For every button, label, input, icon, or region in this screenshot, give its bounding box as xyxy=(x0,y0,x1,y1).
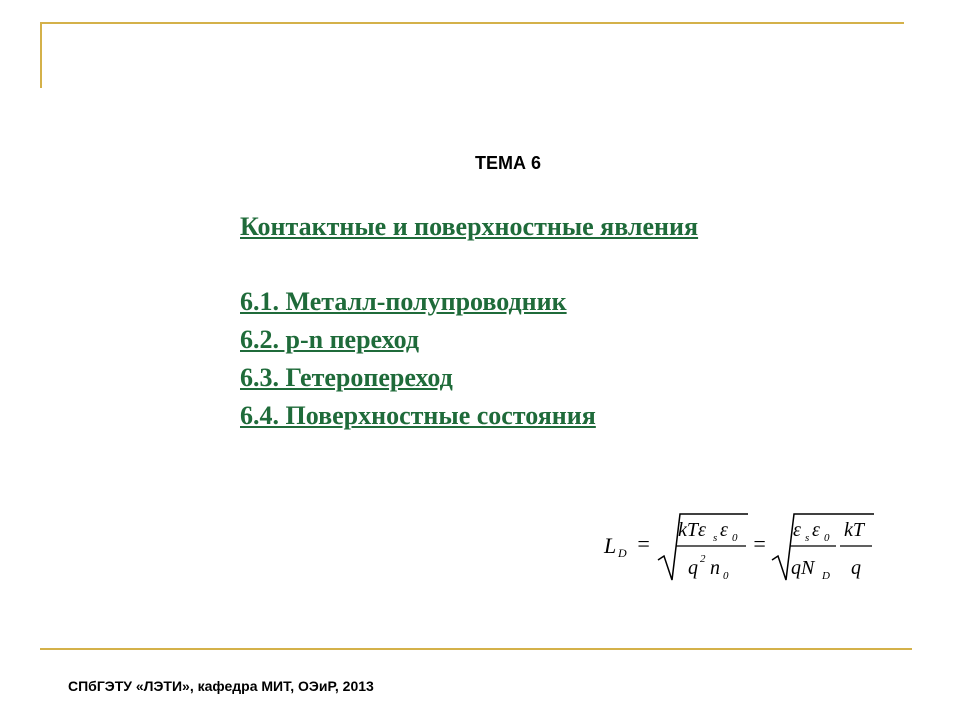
debye-length-formula xyxy=(600,506,880,596)
formula-lhs-sub: D xyxy=(618,546,627,560)
frac1-den-sup: 2 xyxy=(700,553,706,565)
section-link-6-4[interactable]: 6.4. Поверхностные состояния xyxy=(240,401,596,430)
frame-top-line xyxy=(40,22,904,24)
frac1-den-q: q xyxy=(688,557,698,579)
frac1-den-sub-0: 0 xyxy=(723,570,729,582)
section-link-6-2[interactable]: 6.2. p-n переход xyxy=(240,325,419,354)
frac1-num-eps0: ε xyxy=(720,519,728,541)
frac2-num-eps0: ε xyxy=(812,519,820,541)
frac1-den-n: n xyxy=(710,557,720,579)
frame-left-line xyxy=(40,22,42,88)
frame-bottom-line xyxy=(40,648,912,650)
frac1-num: kTε xyxy=(678,519,706,541)
formula-eq-2: = xyxy=(752,531,767,556)
frac2-den-sub: D xyxy=(822,570,830,582)
section-link-6-1[interactable]: 6.1. Металл-полупроводник xyxy=(240,287,567,316)
frac1-num-sub-0: 0 xyxy=(732,532,738,544)
table-of-contents xyxy=(240,212,698,435)
frac2-num-eps: ε xyxy=(793,519,801,541)
section-link-6-3[interactable]: 6.3. Гетеропереход xyxy=(240,363,453,392)
frac3-den: q xyxy=(851,557,861,579)
title-link[interactable]: Контактные и поверхностные явления xyxy=(240,212,699,241)
topic-label: ТЕМА 6 xyxy=(474,153,541,173)
formula-eq-1: = xyxy=(636,531,651,556)
footer-credit: СПбГЭТУ «ЛЭТИ», кафедра МИТ, ОЭиР, 2013 xyxy=(68,678,374,694)
frac1-num-sub-s: s xyxy=(713,532,718,544)
frac2-num-sub-s: s xyxy=(805,532,810,544)
frac3-num: kT xyxy=(844,519,864,541)
frac2-num-sub-0: 0 xyxy=(824,532,830,544)
frac2-den: qN xyxy=(791,557,815,579)
formula-lhs: L xyxy=(604,533,617,558)
